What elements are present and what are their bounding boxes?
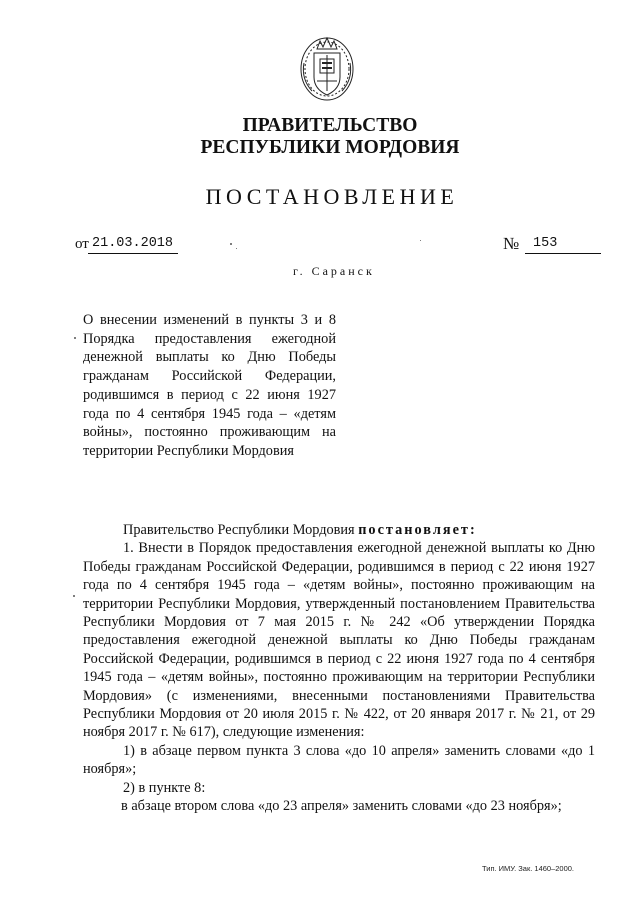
paragraph-1: 1. Внести в Порядок предоставления ежегодной денежной выплаты ко Дню Победы гражданам Российской Федерации, родившимся в период с 22 июня 1927 года по 4 сентября 1945 года – «детям войны», постоянно проживающим на территории Республики Мордовия, утвержденный постановлением Правительства Республики Мордовия от 7 мая 2015 г. № 242 «Об утверждении Порядка предоставления ежегодной денежной выплаты ко Дню Победы гражданам Российской Федерации, родившимся в период с 22 июня 1927 года по 4 сентября 1945 года – «детям войны», постоянно проживающим на территории Республики Мордовия» (с изменениями, внесенными постановлениями Правительства Республики Мордовия от 20 июля 2015 г. № 422, от 20 января 2017 г. № 21, от 29 ноября 2017 г. № 617), следующие изменения: bbox=[83, 540, 595, 741]
paragraph-4: в абзаце втором слова «до 23 апреля» заменить словами «до 23 ноября»; bbox=[121, 798, 562, 815]
city-label: г. Саранск bbox=[293, 264, 375, 278]
scan-speck bbox=[73, 595, 75, 597]
document-body bbox=[83, 521, 595, 816]
scan-speck bbox=[230, 243, 232, 245]
scan-speck bbox=[236, 248, 237, 249]
number-value: 153 bbox=[525, 235, 601, 254]
intro-text: Правительство Республики Мордовия bbox=[123, 522, 359, 538]
print-mark: Тип. ИМУ. Зак. 1460–2000. bbox=[482, 864, 575, 873]
scan-speck bbox=[420, 240, 421, 241]
coat-of-arms-emblem bbox=[298, 33, 356, 103]
document-subject: О внесении изменений в пункты 3 и 8 Порядка предоставления ежегодной денежной выплаты ко Дню Победы гражданам Российской Федерации, родившимся в период с 22 июня 1927 года по 4 сентября 1945 года – «детям войны», постоянно проживающим на территории Республики Мордовия bbox=[83, 312, 336, 459]
paragraph-2: 1) в абзаце первом пункта 3 слова «до 10 апреля» заменить словами «до 1 ноября»; bbox=[83, 742, 595, 778]
document-type-title: ПОСТАНОВЛЕНИЕ bbox=[205, 184, 459, 209]
number-label: № bbox=[503, 234, 520, 253]
date-label: от bbox=[75, 236, 89, 252]
decree-word: постановляет: bbox=[358, 522, 477, 538]
date-value: 21.03.2018 bbox=[88, 235, 178, 254]
government-subtitle: РЕСПУБЛИКИ МОРДОВИЯ bbox=[200, 137, 460, 158]
scan-speck bbox=[74, 337, 76, 339]
intro-paragraph bbox=[83, 521, 595, 539]
paragraph-3: 2) в пункте 8: bbox=[123, 779, 206, 796]
government-title: ПРАВИТЕЛЬСТВО bbox=[242, 115, 418, 136]
